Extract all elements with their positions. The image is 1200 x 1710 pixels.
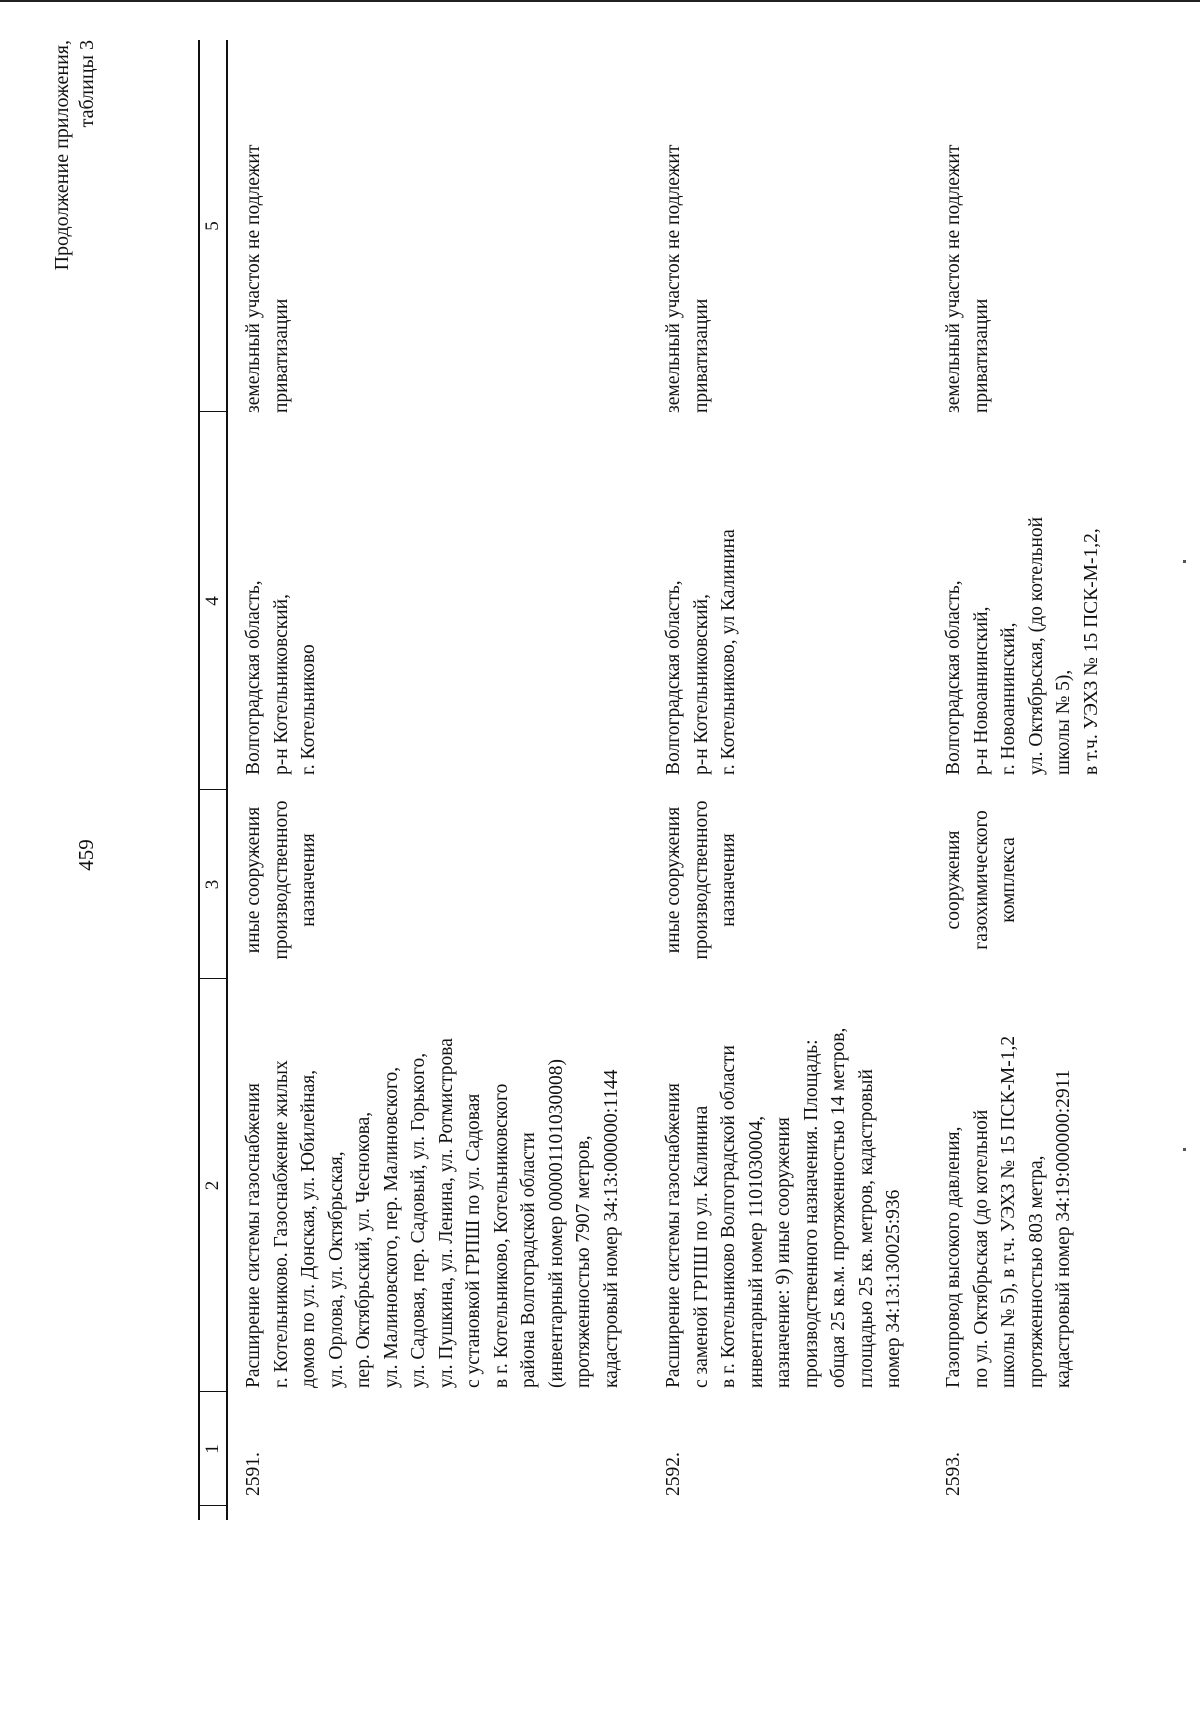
table-header-rule — [226, 40, 228, 1520]
header-col-3: 3 — [202, 879, 223, 890]
col-divider — [198, 1391, 228, 1392]
object-note: земельный участок не подлежит приватизации — [663, 144, 712, 413]
col-divider — [198, 978, 228, 979]
header-col-4: 4 — [202, 596, 223, 606]
object-type: иные сооружения производственного назначения — [663, 800, 739, 960]
header-col-2: 2 — [202, 1180, 223, 1191]
table-top-rule — [198, 40, 200, 1520]
object-note: земельный участок не подлежит приватизации — [943, 144, 992, 413]
header-col-5: 5 — [202, 221, 223, 231]
object-description: Расширение системы газоснабжения г. Котельниково. Газоснабжение жилых домов по ул. Донская, ул. Юбилейная, ул. Орлова, ул. Октябрьская, пер. Октябрьский, ул. Чеснокова, ул. Малиновского, пер. Малиновского, ул. Садовая, пер. Садовый, ул. Горького, ул. Пушкина, ул. Ленина, ул. Ротмистрова с установкой ГРПШ по ул. Садовая в г. Котельниково, Котельниковского района Волгоградской области (инвентарный номер 000001101030008) протяженностью 7907 метров, кадастровый номер 34:13:000000:1144 — [243, 1038, 622, 1388]
page-number: 459 — [74, 839, 98, 871]
continuation-line-1: Продолжение приложения, — [51, 40, 73, 271]
continuation-caption — [50, 40, 100, 320]
row-number: 2591. — [243, 1452, 264, 1496]
col-divider — [198, 789, 228, 790]
object-description: Газопровод высокого давления, по ул. Октябрьская (до котельной школы № 5), в т.ч. УЭХЗ № 15 ПСК-М-1,2 протяженностью 803 метра, кадастровый номер 34:19:000000:2911 — [943, 1035, 1074, 1388]
object-type: сооружения газохимического комплекса — [943, 810, 1019, 950]
continuation-line-2: таблицы 3 — [76, 40, 98, 128]
header-col-1: 1 — [202, 1444, 223, 1454]
col-divider — [198, 411, 228, 412]
object-address: Волгоградская область, р-н Котельниковский, г. Котельниково — [243, 580, 319, 775]
object-address: Волгоградская область, р-н Новоаннинский, г. Новоаннинский, ул. Октябрьская, (до котельной школы № 5), в т.ч. УЭХЗ № 15 ПСК-М-1,2, — [943, 516, 1102, 775]
col-divider — [198, 1505, 228, 1506]
object-description: Расширение системы газоснабжения с заменой ГРПШ по ул. Калинина в г. Котельниково Волгоградской области инвентарный номер 1101030004, назначение: 9) иные сооружения производственного назначения. Площадь: общая 25 кв.м. протяженностью 14 метров, площадью 25 кв. метров, кадастровый номер 34:13:130025:936 — [663, 1027, 904, 1388]
object-address: Волгоградская область, р-н Котельниковский, г. Котельниково, ул Калинина — [663, 529, 739, 775]
row-number: 2593. — [943, 1452, 964, 1496]
object-type: иные сооружения производственного назначения — [243, 800, 319, 960]
object-note: земельный участок не подлежит приватизации — [243, 144, 292, 413]
row-number: 2592. — [663, 1452, 684, 1496]
